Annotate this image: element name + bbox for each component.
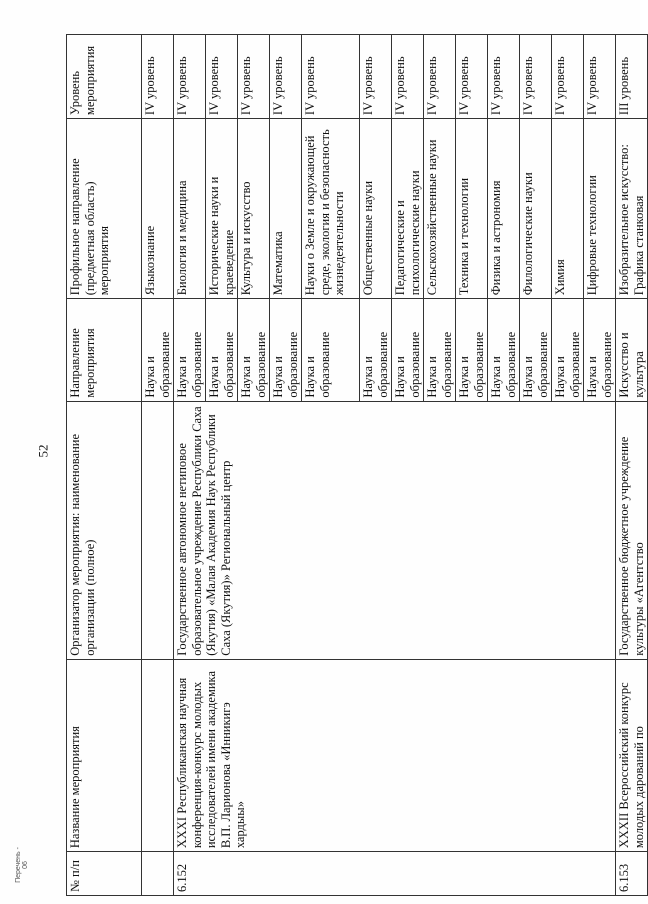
header-direction: Направление мероприятия xyxy=(67,299,142,401)
cell-profile: Изобразительное искусство: Графика станковая xyxy=(616,119,648,299)
table-header-row xyxy=(67,35,142,896)
cell-profile: Педагогические и психологические науки xyxy=(392,119,424,299)
cell-level: III уровень xyxy=(616,35,648,119)
cell-direction: Наука и образование xyxy=(456,299,488,401)
cell-direction: Наука и образование xyxy=(552,299,584,401)
cell-profile: Цифровые технологии xyxy=(584,119,616,299)
cell-level: IV уровень xyxy=(238,35,270,119)
cell-level: IV уровень xyxy=(552,35,584,119)
cell-direction: Наука и образование xyxy=(584,299,616,401)
table-row xyxy=(174,35,206,896)
cell-name: XXXI Республиканская научная конференция-конкурс молодых исследователей имени академика В.П. Ларионова «Инникигэ хардыы» xyxy=(174,659,616,851)
header-profile: Профильное направление (предметная область) мероприятия xyxy=(67,119,142,299)
header-organizer: Организатор мероприятия: наименование организации (полное) xyxy=(67,401,142,659)
header-name: Название мероприятия xyxy=(67,659,142,851)
cell-num: 6.152 xyxy=(174,852,616,896)
cell-organizer: Государственное бюджетное учреждение культуры «Агентство xyxy=(616,401,648,659)
cell-profile: Языкознание xyxy=(142,119,174,299)
header-level: Уровень мероприятия xyxy=(67,35,142,119)
cell-level: IV уровень xyxy=(270,35,302,119)
cell-direction: Искусство и культура xyxy=(616,299,648,401)
footer-note: Перечень - 06 xyxy=(15,847,29,883)
cell-organizer: Государственное автономное нетиповое образовательное учреждение Республики Саха (Якутия) «Малая Академия Наук Республики Саха (Якутия)» Региональный центр xyxy=(174,401,616,659)
cell-level: IV уровень xyxy=(424,35,456,119)
cell-direction: Наука и образование xyxy=(142,299,174,401)
page-number: 52 xyxy=(35,444,51,458)
cell-direction: Наука и образование xyxy=(238,299,270,401)
cell-direction: Наука и образование xyxy=(424,299,456,401)
cell-level: IV уровень xyxy=(142,35,174,119)
cell-profile: Науки о Земле и окружающей среде, экология и безопасность жизнедеятельности xyxy=(302,119,360,299)
cell-level: IV уровень xyxy=(456,35,488,119)
cell-name xyxy=(142,659,174,851)
cell-profile: Культура и искусство xyxy=(238,119,270,299)
cell-direction: Наука и образование xyxy=(174,299,206,401)
cell-direction: Наука и образование xyxy=(520,299,552,401)
cell-level: IV уровень xyxy=(174,35,206,119)
cell-profile: Техника и технологии xyxy=(456,119,488,299)
cell-num xyxy=(142,852,174,896)
cell-profile: Биология и медицина xyxy=(174,119,206,299)
cell-direction: Наука и образование xyxy=(392,299,424,401)
table-row xyxy=(616,35,648,896)
cell-organizer xyxy=(142,401,174,659)
cell-profile: Исторические науки и краеведение xyxy=(206,119,238,299)
cell-profile: Сельскохозяйственные науки xyxy=(424,119,456,299)
cell-level: IV уровень xyxy=(584,35,616,119)
rotated-table-container xyxy=(66,34,646,896)
header-num: № п/п xyxy=(67,852,142,896)
cell-direction: Наука и образование xyxy=(360,299,392,401)
cell-level: IV уровень xyxy=(206,35,238,119)
cell-profile: Химия xyxy=(552,119,584,299)
cell-num: 6.153 xyxy=(616,852,648,896)
cell-level: IV уровень xyxy=(488,35,520,119)
events-table xyxy=(66,34,648,896)
table-row xyxy=(142,35,174,896)
cell-profile: Филологические науки xyxy=(520,119,552,299)
cell-level: IV уровень xyxy=(302,35,360,119)
cell-name: XXXII Всероссийский конкурс молодых дарований по xyxy=(616,659,648,851)
cell-direction: Наука и образование xyxy=(488,299,520,401)
cell-profile: Физика и астрономия xyxy=(488,119,520,299)
cell-profile: Математика xyxy=(270,119,302,299)
cell-level: IV уровень xyxy=(392,35,424,119)
cell-level: IV уровень xyxy=(520,35,552,119)
cell-profile: Общественные науки xyxy=(360,119,392,299)
cell-direction: Наука и образование xyxy=(206,299,238,401)
cell-direction: Наука и образование xyxy=(270,299,302,401)
cell-direction: Наука и образование xyxy=(302,299,360,401)
cell-level: IV уровень xyxy=(360,35,392,119)
